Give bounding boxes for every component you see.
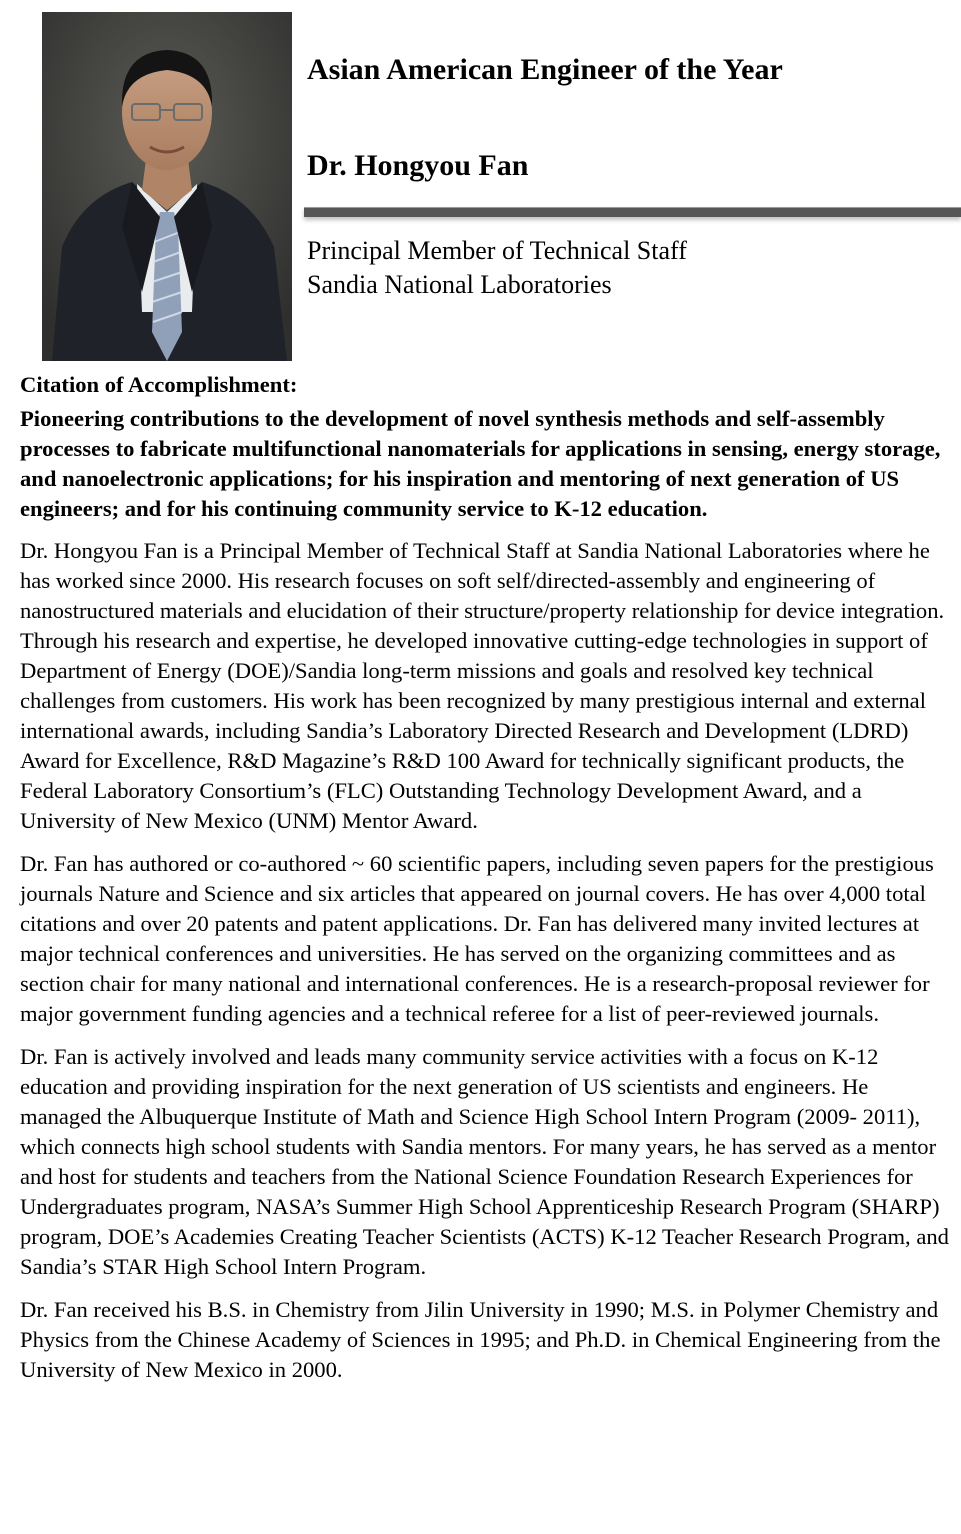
citation-heading: Citation of Accomplishment: <box>20 372 298 397</box>
award-title: Asian American Engineer of the Year <box>307 53 783 86</box>
person-name: Dr. Hongyou Fan <box>307 149 529 182</box>
article-body <box>20 370 950 1398</box>
header-divider <box>304 207 961 217</box>
bio-paragraph: Dr. Fan is actively involved and leads many community service activities with a focus on K-12 education and providing inspiration for the next generation of US scientists and engineers. He managed the Albuquerque Institute of Math and Science High School Intern Program (2009- 2011), which connects high school students with Sandia mentors. For many years, he has served as a mentor and host for students and teachers from the National Science Foundation Research Experiences for Undergraduates program, NASA’s Summer High School Apprenticeship Research Program (SHARP) program, DOE’s Academies Creating Teacher Scientists (ACTS) K-12 Teacher Research Program, and Sandia’s STAR High School Intern Program. <box>20 1044 949 1279</box>
portrait-photo <box>42 12 292 361</box>
portrait-image <box>42 12 292 361</box>
bio-paragraph: Dr. Fan received his B.S. in Chemistry from Jilin University in 1990; M.S. in Polymer Chemistry and Physics from the Chinese Academy of Sciences in 1995; and Ph.D. in Chemical Engineering from the University of New Mexico in 2000. <box>20 1297 941 1382</box>
bio-paragraph: Dr. Fan has authored or co-authored ~ 60 scientific papers, including seven papers for the prestigious journals Nature and Science and six articles that appeared on journal covers. He has over 4,000 total citations and over 20 patents and patent applications. Dr. Fan has delivered many invited lectures at major technical conferences and universities. He has served on the organizing committees and as section chair for many national and international conferences. He is a research-proposal reviewer for major government funding agencies and a technical referee for a list of peer-reviewed journals. <box>20 851 934 1026</box>
position-title: Principal Member of Technical Staff <box>307 236 687 265</box>
position-block <box>307 234 687 302</box>
citation-text: Pioneering contributions to the development of novel synthesis methods and self-assembly processes to fabricate multifunctional nanomaterials for applications in sensing, energy storage, and nanoelectronic applications; for his inspiration and mentoring of next generation of US engineers; and for his continuing community service to K-12 education. <box>20 406 941 521</box>
bio-paragraph: Dr. Hongyou Fan is a Principal Member of Technical Staff at Sandia National Laboratories where he has worked since 2000. His research focuses on soft self/directed-assembly and engineering of nanostructured materials and elucidation of their structure/property relationship for device integration. Through his research and expertise, he developed innovative cutting-edge technologies in support of Department of Energy (DOE)/Sandia long-term missions and goals and resolved key technical challenges from customers. His work has been recognized by many prestigious internal and external international awards, including Sandia’s Laboratory Directed Research and Development (LDRD) Award for Excellence, R&D Magazine’s R&D 100 Award for technically significant products, the Federal Laboratory Consortium’s (FLC) Outstanding Technology Development Award, and a University of New Mexico (UNM) Mentor Award. <box>20 538 945 833</box>
organization-name: Sandia National Laboratories <box>307 270 612 299</box>
